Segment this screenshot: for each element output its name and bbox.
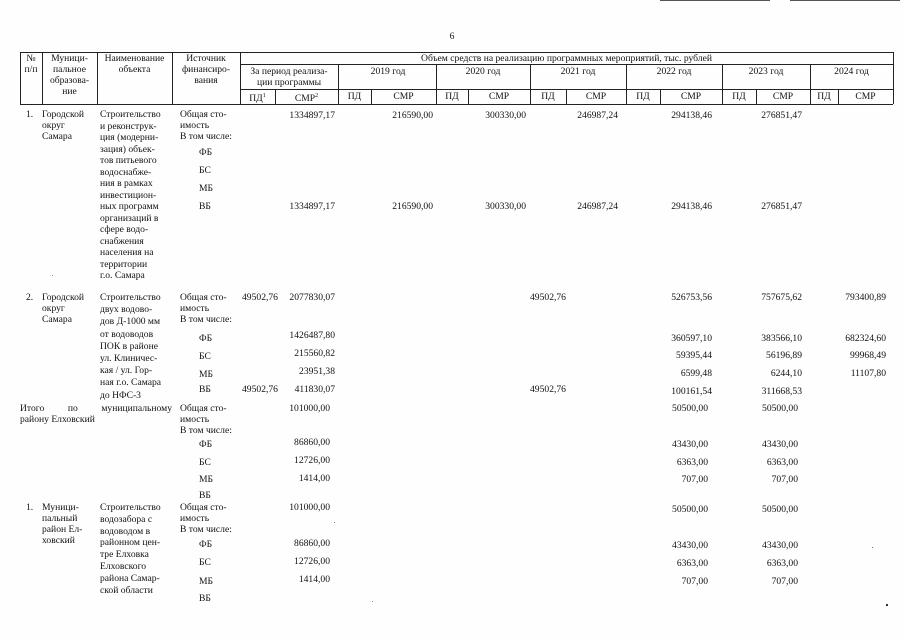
value-cell: 1334897,17 [289,201,335,212]
value-cell: 23951,38 [299,366,335,377]
header-period-program: За период реализа- ции программы [250,66,328,88]
value-cell: 50500,00 [762,403,798,414]
value-cell: 43430,00 [762,540,798,551]
value-cell: 100161,54 [671,386,712,397]
value-cell: 50500,00 [762,504,798,515]
header-year: 2024 год [834,66,869,77]
value-cell: 12726,00 [294,455,330,466]
page-number: 6 [449,31,455,42]
value-cell: 59395,44 [676,350,712,361]
value-cell: 300330,00 [485,110,526,121]
value-cell: 6244,10 [770,368,802,379]
value-cell: 526753,56 [671,292,712,303]
value-cell: 216590,00 [392,110,433,121]
header-pd: ПД [445,91,459,102]
value-cell: 757675,62 [761,292,802,303]
row-number: 1. [26,109,34,120]
row-source-total: Общая сто- имость В том числе: [180,109,232,142]
source-fb: ФБ [199,147,213,158]
row-object-name: Строительство двух водово- дов Д-1000 мм от водоводов ПОК в районе ул. Клиничес- кая / ул. Гор- ная г.о. Самара до НФС-3 [100,292,162,401]
value-cell: 50500,00 [672,403,708,414]
value-cell: 707,00 [771,576,798,587]
value-cell: 707,00 [771,474,798,485]
value-cell: 12726,00 [294,556,330,567]
header-num: № п/п [24,53,38,75]
header-smr: СМР$^2$ [294,93,319,105]
value-cell: 6599,48 [680,368,712,379]
header-pd: ПД [347,91,362,102]
value-cell: 11107,80 [850,368,886,379]
value-cell: 276851,47 [761,110,802,121]
source-mb: МБ [199,183,214,194]
value-cell: 6363,00 [766,457,798,468]
value-cell: 246987,24 [577,201,618,212]
scan-edge-line [660,0,770,1]
row-source-total: Общая сто- имость В том числе: [180,502,232,535]
scan-speck [886,604,888,606]
header-smr: СМР [772,91,794,102]
value-cell: 101000,00 [289,502,330,513]
value-cell: 50500,00 [672,504,708,515]
row-object-name: Строительство и реконструк- ция (модерни- зация) объек- тов питьевого водоснабже- ния в рамках инвестицион- ных программ организаций в сфере водо- снабжения населения на территории г.о. Самара [100,109,161,281]
value-cell: 411830,07 [294,384,335,395]
value-cell: 360597,10 [671,333,712,344]
value-cell: 707,00 [681,576,708,587]
source-fb: ФБ [199,539,213,550]
header-smr: СМР [488,91,510,102]
value-cell: 49502,76 [530,384,566,395]
row-municipality: Городской округ Самара [42,109,85,142]
source-bs: БС [199,351,211,362]
row-source-total: Общая сто- имость В том числе: [180,403,232,436]
header-smr: СМР [680,91,702,102]
header-funding-source: Источник финансиро- вания [181,53,231,86]
source-bs: БС [199,557,211,568]
row-number: 1. [26,502,34,513]
value-cell: 86860,00 [294,437,330,448]
source-vb: ВБ [199,201,211,212]
value-cell: 1414,00 [298,574,330,585]
subtotal-label: Итого по муниципальному [20,403,172,414]
value-cell: 300330,00 [485,201,526,212]
value-cell: 216590,00 [392,201,433,212]
value-cell: 6363,00 [766,558,798,569]
header-pd: ПД [636,91,650,102]
source-fb: ФБ [199,333,213,344]
header-year: 2020 год [465,66,501,77]
source-vb: ВБ [199,593,211,604]
header-pd: ПД [817,91,831,102]
value-cell: 49502,76 [242,384,278,395]
value-cell: 793400,89 [845,292,886,303]
source-fb: ФБ [199,439,213,450]
value-cell: 294138,46 [671,201,712,212]
source-mb: МБ [199,576,214,587]
source-vb: ВБ [199,384,211,395]
header-smr: СМР [585,91,607,102]
value-cell: 215560,82 [294,348,335,359]
source-mb: МБ [199,474,214,485]
value-cell: 707,00 [681,474,708,485]
value-cell: 56196,89 [766,350,802,361]
value-cell: 6363,00 [676,457,708,468]
row-source-total: Общая сто- имость В том числе: [180,292,232,325]
header-smr: СМР [855,91,876,102]
header-year: 2021 год [560,66,596,77]
header-year: 2022 год [656,66,692,77]
subtotal-label: району Елховский [20,414,95,425]
scan-speck [334,522,335,523]
header-pd: ПД [541,91,555,102]
value-cell: 294138,46 [671,110,712,121]
source-bs: БС [199,457,211,468]
header-object-name: Наименование объекта [104,53,165,75]
scan-speck [372,601,373,602]
value-cell: 99968,49 [850,350,886,361]
row-municipality: Муници- пальный район Ел- ховский [42,502,83,546]
row-object-name: Строительство водозабора с водоводом в районном цен- тре Елховка Елховского района Самар- ской области [100,502,161,596]
header-smr: СМР [393,91,414,102]
value-cell: 2077830,07 [289,292,335,303]
value-cell: 101000,00 [289,403,330,414]
header-municipality: Муници- пальное образова- ние [49,53,90,97]
value-cell: 276851,47 [761,201,802,212]
row-number: 2. [26,292,34,303]
source-vb: ВБ [199,490,211,501]
header-funds-title: Объем средств на реализацию программных мероприятий, тыс. рублей [421,53,712,64]
value-cell: 6363,00 [676,558,708,569]
scan-speck [52,275,53,276]
value-cell: 86860,00 [294,538,330,549]
value-cell: 311668,53 [761,386,802,397]
scan-edge-line [790,0,900,1]
header-pd: ПД [732,91,746,102]
value-cell: 43430,00 [672,540,708,551]
header-year: 2023 год [748,66,784,77]
value-cell: 1426487,80 [289,330,335,341]
value-cell: 682324,60 [845,333,886,344]
value-cell: 383566,10 [761,333,802,344]
header-pd: $ПД^1$ [249,93,266,105]
value-cell: 49502,76 [242,292,278,303]
source-mb: МБ [199,369,214,380]
value-cell: 246987,24 [577,110,618,121]
value-cell: 43430,00 [762,439,798,450]
value-cell: 1414,00 [298,473,330,484]
value-cell: 1334897,17 [289,110,335,121]
row-municipality: Городской округ Самара [42,292,85,325]
value-cell: 43430,00 [672,439,708,450]
value-cell: 49502,76 [530,292,566,303]
source-bs: БС [199,165,211,176]
header-year: 2019 год [370,66,406,77]
scan-speck [872,547,873,548]
